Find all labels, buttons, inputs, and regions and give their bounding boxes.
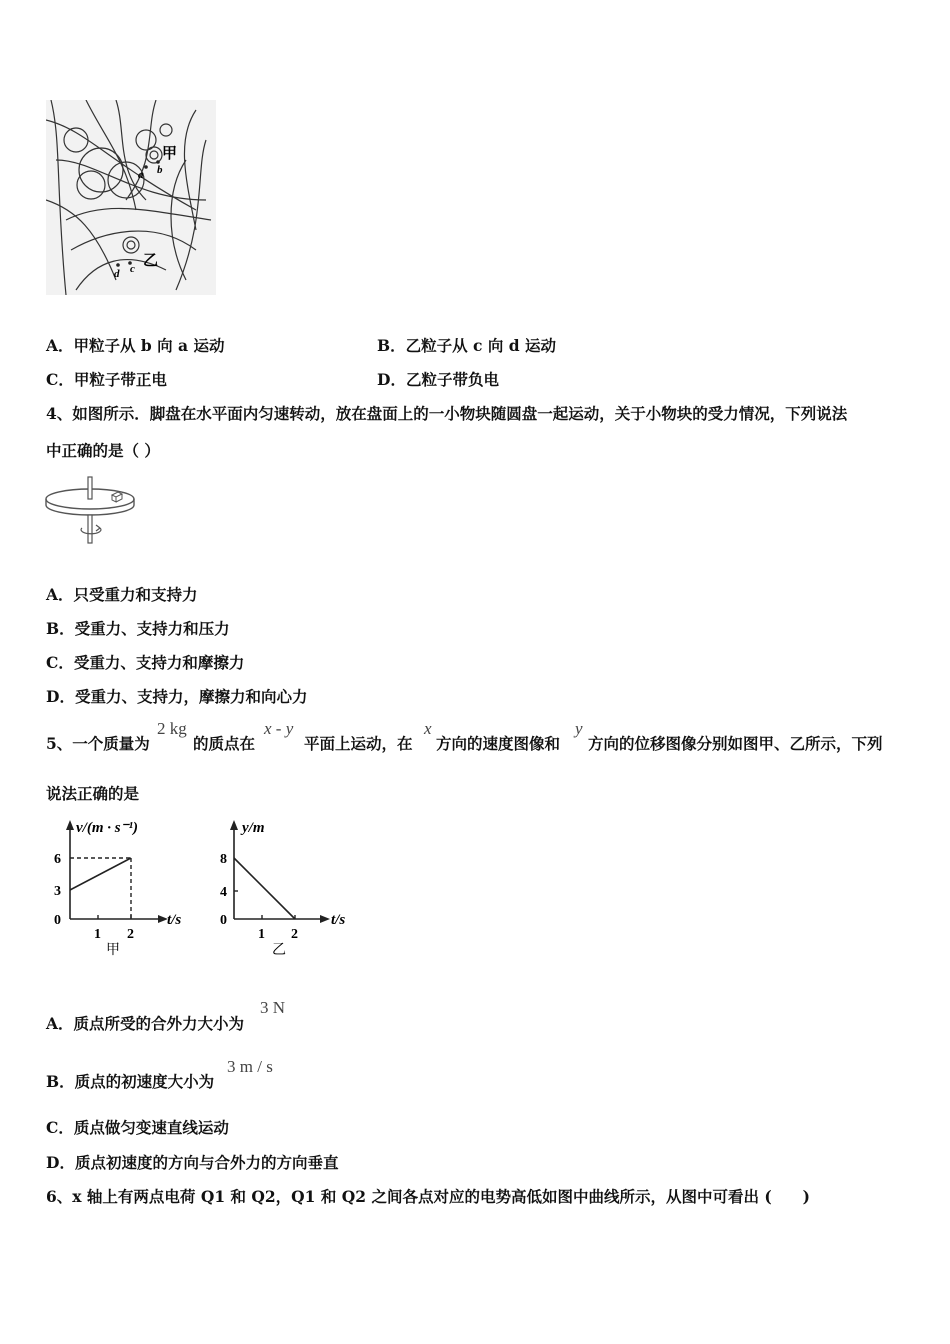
q5-stem-part2: 的质点在 <box>193 734 256 753</box>
label-jia: 甲 <box>162 146 178 162</box>
q5-mass: 2 kg <box>157 719 187 738</box>
q3-option-c: C．甲粒子带正电 <box>46 370 167 389</box>
jia-series-line <box>70 858 131 890</box>
q4-stem-line2: 中正确的是（ ） <box>46 441 160 460</box>
q5-stem-line2: 说法正确的是 <box>46 784 140 803</box>
jia-ylabel: v/(m · s⁻¹) <box>76 820 138 836</box>
q5-option-a-value: 3 N <box>260 998 286 1017</box>
graph-jia <box>40 812 210 962</box>
q5-option-b-value: 3 m / s <box>227 1057 273 1076</box>
jia-caption: 甲 <box>106 943 120 958</box>
yi-y-tick-label-0: 0 <box>220 913 227 928</box>
q5-stem-part4: 方向的速度图像和 <box>436 734 561 753</box>
label-yi: 乙 <box>143 253 159 269</box>
q5-option-d: D．质点初速度的方向与合外力的方向垂直 <box>46 1153 339 1172</box>
q4-stem-line1: 4、如图所示．脚盘在水平面内匀速转动，放在盘面上的一小物块随圆盘一起运动，关于小物块的受力情况，下列说法 <box>46 404 848 423</box>
yi-caption: 乙 <box>272 943 286 958</box>
q5-stem-part3: 平面上运动，在 <box>304 734 413 753</box>
yi-y-tick-label-4: 4 <box>220 885 227 900</box>
bubble-chamber-figure <box>46 100 216 295</box>
q5-option-a-text: A．质点所受的合外力大小为 <box>46 1014 245 1033</box>
q5-stem-part5: 方向的位移图像分别如图甲、乙所示，下列 <box>588 734 883 753</box>
turntable-figure <box>44 475 139 547</box>
label-d: d <box>114 268 120 280</box>
q4-option-b: B．受重力、支持力和压力 <box>46 619 230 638</box>
q5-plane: x - y <box>264 719 294 738</box>
q5-option-c: C．质点做匀变速直线运动 <box>46 1118 229 1137</box>
jia-xlabel: t/s <box>167 912 182 928</box>
yi-series-line <box>234 858 295 919</box>
q4-option-d: D．受重力、支持力，摩擦力和向心力 <box>46 687 308 706</box>
jia-x-tick-label-1: 1 <box>94 927 101 942</box>
jia-y-tick-0: 0 <box>54 913 61 928</box>
jia-y-tick-6: 6 <box>54 852 61 867</box>
q5-y-var: y <box>575 719 583 738</box>
q4-option-a: A．只受重力和支持力 <box>46 585 198 604</box>
q5-option-b-text: B．质点的初速度大小为 <box>46 1072 215 1091</box>
q3-option-a: A．甲粒子从 b 向 a 运动 <box>46 336 225 355</box>
q6-stem: 6、x 轴上有两点电荷 Q1 和 Q2，Q1 和 Q2 之间各点对应的电势高低如图中曲线所示，从图中可看出 ( ) <box>46 1187 811 1206</box>
label-c: c <box>130 263 135 275</box>
yi-x-tick-label-2: 2 <box>291 927 298 942</box>
q3-option-d: D．乙粒子带负电 <box>377 370 499 389</box>
jia-x-tick-label-2: 2 <box>127 927 134 942</box>
jia-y-tick-3: 3 <box>54 884 61 899</box>
q4-option-c: C．受重力、支持力和摩擦力 <box>46 653 245 672</box>
label-b: b <box>157 164 163 176</box>
graph-yi <box>210 812 370 962</box>
q3-option-b: B．乙粒子从 c 向 d 运动 <box>377 336 556 355</box>
q5-x-var: x <box>424 719 432 738</box>
label-a: a <box>138 169 144 181</box>
yi-y-tick-label-8: 8 <box>220 852 227 867</box>
q5-stem-part1: 5、一个质量为 <box>46 734 150 753</box>
yi-xlabel: t/s <box>331 912 346 928</box>
yi-x-tick-label-1: 1 <box>258 927 265 942</box>
yi-ylabel: y/m <box>242 820 265 836</box>
